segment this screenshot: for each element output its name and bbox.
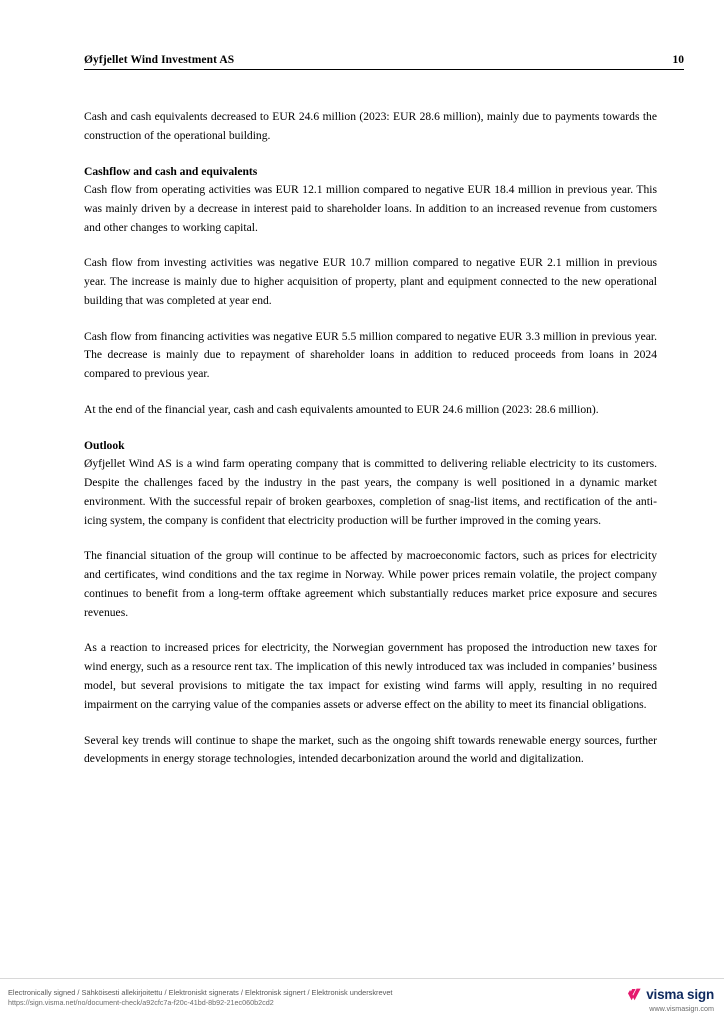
footer-signature-info bbox=[8, 987, 392, 1009]
verification-link[interactable]: https://sign.visma.net/no/document-check/a92cfc7a-f20c-41bd-8b92-21ec060b2cd2 bbox=[8, 998, 274, 1008]
visma-sign-logo bbox=[627, 987, 714, 1002]
paragraph: The financial situation of the group will continue to be affected by macroeconomic factors, such as prices for electricity and certificates, wind conditions and the tax regime in Norway. While power prices remain volatile, the project company continues to benefit from a long-term offtake agreement which substantially reduces market price exposure and secures revenues. bbox=[84, 549, 657, 619]
section-heading-cashflow: Cashflow and cash and equivalents bbox=[84, 164, 258, 178]
paragraph: Øyfjellet Wind AS is a wind farm operating company that is committed to delivering reliable electricity to its customers. Despite the challenges faced by the industry in the past years, the company is well positioned in a dynamic market environment. With the successful repair of broken gearboxes, completion of snag-list items, and rectification of the anti-icing system, the company is confident that electricity production will be further improved in the coming years. bbox=[84, 457, 657, 527]
visma-checkmark-icon bbox=[627, 988, 642, 1001]
page-header-title: Øyfjellet Wind Investment AS bbox=[84, 54, 235, 66]
paragraph: As a reaction to increased prices for electricity, the Norwegian government has proposed the introduction new taxes for wind energy, such as a resource rent tax. The implication of this newly introduced tax was included in companies’ business model, but several provisions to mitigate the tax impact for existing wind farms will apply, resulting in no required impairment on the carrying value of the companies assets or adverse effect on the ability to meet its financial obligations. bbox=[84, 641, 657, 711]
visma-sign-wordmark: visma sign bbox=[646, 987, 714, 1002]
paragraph: At the end of the financial year, cash and cash equivalents amounted to EUR 24.6 million (2023: 28.6 million). bbox=[84, 402, 599, 416]
page-number: 10 bbox=[672, 54, 684, 66]
signature-notice: Electronically signed / Sähköisesti allekirjoitettu / Elektroniskt signerats / Elektronisk signert / Elektronisk underskrevet bbox=[8, 988, 393, 997]
paragraph: Several key trends will continue to shape the market, such as the ongoing shift towards renewable energy sources, further developments in energy storage technologies, intended decarbonization around the world and digitalization. bbox=[84, 733, 657, 766]
paragraph: Cash flow from investing activities was negative EUR 10.7 million compared to negative EUR 2.1 million in previous year. The increase is mainly due to higher acquisition of property, plant and equipment connected to the new operational building that was completed at year end. bbox=[84, 256, 657, 307]
paragraph: Cash flow from operating activities was EUR 12.1 million compared to negative EUR 18.4 million in previous year. This was mainly driven by a decrease in interest paid to shareholder loans. In addition to an increased revenue from customers and other changes to working capital. bbox=[84, 182, 657, 234]
paragraph: Cash flow from financing activities was negative EUR 5.5 million compared to negative EUR 3.3 million in previous year. The decrease is mainly due to repayment of shareholder loans in addition to reduced proceeds from loans in 2024 compared to previous year. bbox=[84, 329, 657, 381]
page-footer bbox=[0, 978, 724, 1025]
page-header bbox=[84, 54, 684, 70]
visma-sign-url[interactable]: www.vismasign.com bbox=[649, 1004, 714, 1013]
footer-brand bbox=[627, 987, 714, 1013]
document-body bbox=[84, 108, 657, 786]
section-heading-outlook: Outlook bbox=[84, 438, 125, 452]
paragraph: Cash and cash equivalents decreased to EUR 24.6 million (2023: EUR 28.6 million), mainly due to payments towards the construction of the operational building. bbox=[84, 110, 657, 142]
